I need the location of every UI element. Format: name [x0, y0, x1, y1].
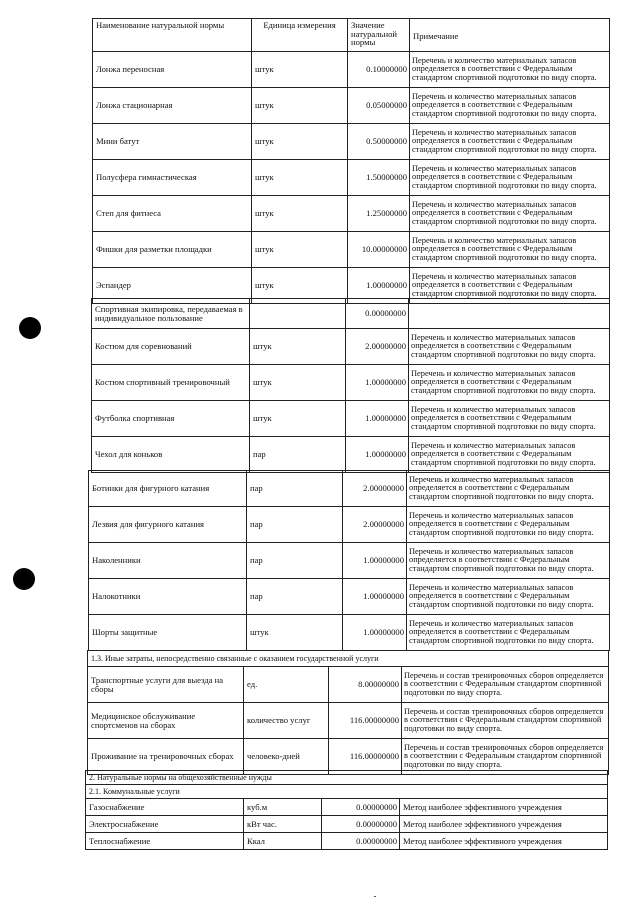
row-unit: штук — [252, 124, 348, 160]
table-row — [89, 615, 610, 651]
table-row — [93, 88, 610, 124]
table-row — [89, 471, 610, 507]
row-name: Теплоснабжение — [86, 833, 244, 850]
table-row — [86, 816, 608, 833]
row-value: 0.10000000 — [348, 52, 410, 88]
row-unit: пар — [247, 507, 343, 543]
row-name: Шорты защитные — [89, 615, 247, 651]
header-value: Значение натуральной нормы — [348, 19, 410, 52]
row-note: Перечень и состав тренировочных сборов определяется в соответствии с Федеральным стандартом спортивной подготовки по виду спорта. — [402, 667, 609, 703]
table-row — [88, 667, 609, 703]
table-row — [93, 232, 610, 268]
row-value: 0.00000000 — [346, 299, 409, 329]
row-value: 8.00000000 — [329, 667, 402, 703]
section-heading-2: 2. Натуральные нормы на общехозяйственные нужды — [86, 771, 608, 785]
section-heading-row — [86, 771, 608, 785]
table-row — [86, 799, 608, 816]
row-value: 2.00000000 — [346, 329, 409, 365]
row-value: 0.00000000 — [322, 816, 400, 833]
row-note: Перечень и количество материальных запасов определяется в соответствии с Федеральным стандартом спортивной подготовки по виду спорта. — [410, 232, 610, 268]
row-unit: штук — [247, 615, 343, 651]
row-value: 116.00000000 — [329, 703, 402, 739]
header-name: Наименование натуральной нормы — [93, 19, 252, 52]
row-value: 10.00000000 — [348, 232, 410, 268]
row-name: Медицинское обслуживание спортсменов на сборах — [88, 703, 244, 739]
row-unit: пар — [247, 543, 343, 579]
table-row — [86, 833, 608, 850]
row-name: Лезвия для фигурного катания — [89, 507, 247, 543]
row-value: 116.00000000 — [329, 739, 402, 775]
row-unit — [250, 299, 346, 329]
scan-speck — [374, 896, 376, 897]
table-row — [92, 329, 610, 365]
table-row — [88, 703, 609, 739]
row-note: Перечень и количество материальных запасов определяется в соответствии с Федеральным стандартом спортивной подготовки по виду спорта. — [409, 401, 610, 437]
row-value: 2.00000000 — [343, 507, 407, 543]
table-row — [92, 437, 610, 473]
row-unit: штук — [250, 401, 346, 437]
row-unit: Ккал — [244, 833, 322, 850]
table-row — [93, 52, 610, 88]
row-note: Перечень и количество материальных запасов определяется в соответствии с Федеральным стандартом спортивной подготовки по виду спорта. — [409, 437, 610, 473]
section-heading-2-1: 2.1. Коммунальные услуги — [86, 785, 608, 799]
row-value: 0.00000000 — [322, 833, 400, 850]
row-value: 1.00000000 — [346, 437, 409, 473]
norms-table-gear-block-2 — [88, 470, 610, 651]
row-unit: штук — [252, 196, 348, 232]
row-name: Степ для фитнеса — [93, 196, 252, 232]
row-name: Ботинки для фигурного катания — [89, 471, 247, 507]
row-name: Электроснабжение — [86, 816, 244, 833]
table-row-group — [92, 299, 610, 329]
row-unit: количество услуг — [244, 703, 329, 739]
row-value: 1.00000000 — [348, 268, 410, 304]
row-value: 1.25000000 — [348, 196, 410, 232]
row-name: Полусфера гимнастическая — [93, 160, 252, 196]
norms-table-other-costs — [87, 650, 609, 775]
table-header-row — [93, 19, 610, 52]
row-name: Спортивная экипировка, передаваемая в индивидуальное пользование — [92, 299, 250, 329]
row-value: 1.00000000 — [346, 365, 409, 401]
table-row — [93, 124, 610, 160]
row-value: 1.00000000 — [346, 401, 409, 437]
row-note: Метод наиболее эффективного учреждения — [400, 833, 608, 850]
row-unit: пар — [250, 437, 346, 473]
row-note: Перечень и состав тренировочных сборов определяется в соответствии с Федеральным стандартом спортивной подготовки по виду спорта. — [402, 703, 609, 739]
row-note: Перечень и количество материальных запасов определяется в соответствии с Федеральным стандартом спортивной подготовки по виду спорта. — [410, 52, 610, 88]
row-unit: штук — [252, 88, 348, 124]
row-value: 0.50000000 — [348, 124, 410, 160]
row-note: Перечень и количество материальных запасов определяется в соответствии с Федеральным стандартом спортивной подготовки по виду спорта. — [407, 579, 610, 615]
row-unit: штук — [250, 365, 346, 401]
row-value: 1.50000000 — [348, 160, 410, 196]
table-row — [93, 160, 610, 196]
row-value: 0.00000000 — [322, 799, 400, 816]
section-heading-row — [88, 651, 609, 667]
table-row — [92, 365, 610, 401]
section-heading-1-3: 1.3. Иные затраты, непосредственно связанные с оказанием государственной услуги — [88, 651, 609, 667]
row-name: Налокотники — [89, 579, 247, 615]
row-value: 1.00000000 — [343, 543, 407, 579]
norms-table-header-block — [92, 18, 610, 304]
row-name: Костюм для соревнований — [92, 329, 250, 365]
row-unit: человеко-дней — [244, 739, 329, 775]
table-row — [89, 543, 610, 579]
table-row — [89, 507, 610, 543]
table-row — [92, 401, 610, 437]
section-heading-row — [86, 785, 608, 799]
row-name: Проживание на тренировочных сборах — [88, 739, 244, 775]
row-value: 2.00000000 — [343, 471, 407, 507]
row-note: Перечень и количество материальных запасов определяется в соответствии с Федеральным стандартом спортивной подготовки по виду спорта. — [410, 88, 610, 124]
norms-table-gear-block — [91, 298, 610, 473]
row-name: Мини батут — [93, 124, 252, 160]
row-note: Перечень и количество материальных запасов определяется в соответствии с Федеральным стандартом спортивной подготовки по виду спорта. — [407, 507, 610, 543]
row-note: Перечень и количество материальных запасов определяется в соответствии с Федеральным стандартом спортивной подготовки по виду спорта. — [409, 329, 610, 365]
binder-hole-mark-top — [19, 317, 41, 339]
row-unit: штук — [252, 160, 348, 196]
row-name: Лонжа переносная — [93, 52, 252, 88]
row-name: Газоснабжение — [86, 799, 244, 816]
binder-hole-mark-bottom — [13, 568, 35, 590]
row-name: Эспандер — [93, 268, 252, 304]
row-note: Перечень и количество материальных запасов определяется в соответствии с Федеральным стандартом спортивной подготовки по виду спорта. — [410, 160, 610, 196]
row-name: Лонжа стационарная — [93, 88, 252, 124]
row-name: Футболка спортивная — [92, 401, 250, 437]
row-note — [409, 299, 610, 329]
table-row — [89, 579, 610, 615]
row-value: 1.00000000 — [343, 615, 407, 651]
row-note: Перечень и количество материальных запасов определяется в соответствии с Федеральным стандартом спортивной подготовки по виду спорта. — [410, 124, 610, 160]
row-note: Перечень и количество материальных запасов определяется в соответствии с Федеральным стандартом спортивной подготовки по виду спорта. — [410, 196, 610, 232]
row-note: Перечень и количество материальных запасов определяется в соответствии с Федеральным стандартом спортивной подготовки по виду спорта. — [407, 615, 610, 651]
row-unit: кВт час. — [244, 816, 322, 833]
row-unit: штук — [250, 329, 346, 365]
row-name: Фишки для разметки площадки — [93, 232, 252, 268]
row-unit: куб.м — [244, 799, 322, 816]
row-value: 0.05000000 — [348, 88, 410, 124]
row-unit: пар — [247, 579, 343, 615]
row-note: Перечень и состав тренировочных сборов определяется в соответствии с Федеральным стандартом спортивной подготовки по виду спорта. — [402, 739, 609, 775]
row-note: Перечень и количество материальных запасов определяется в соответствии с Федеральным стандартом спортивной подготовки по виду спорта. — [410, 268, 610, 304]
row-note: Перечень и количество материальных запасов определяется в соответствии с Федеральным стандартом спортивной подготовки по виду спорта. — [409, 365, 610, 401]
row-name: Костюм спортивный тренировочный — [92, 365, 250, 401]
row-note: Перечень и количество материальных запасов определяется в соответствии с Федеральным стандартом спортивной подготовки по виду спорта. — [407, 543, 610, 579]
norms-table-general-needs — [85, 770, 608, 850]
row-unit: штук — [252, 268, 348, 304]
header-note: Примечание — [410, 19, 610, 52]
row-note: Метод наиболее эффективного учреждения — [400, 816, 608, 833]
row-value: 1.00000000 — [343, 579, 407, 615]
row-unit: штук — [252, 232, 348, 268]
row-name: Чехол для коньков — [92, 437, 250, 473]
row-name: Транспортные услуги для выезда на сборы — [88, 667, 244, 703]
table-row — [93, 196, 610, 232]
row-unit: пар — [247, 471, 343, 507]
row-note: Метод наиболее эффективного учреждения — [400, 799, 608, 816]
header-unit: Единица измерения — [252, 19, 348, 52]
row-note: Перечень и количество материальных запасов определяется в соответствии с Федеральным стандартом спортивной подготовки по виду спорта. — [407, 471, 610, 507]
row-unit: штук — [252, 52, 348, 88]
row-name: Наколенники — [89, 543, 247, 579]
row-unit: ед. — [244, 667, 329, 703]
